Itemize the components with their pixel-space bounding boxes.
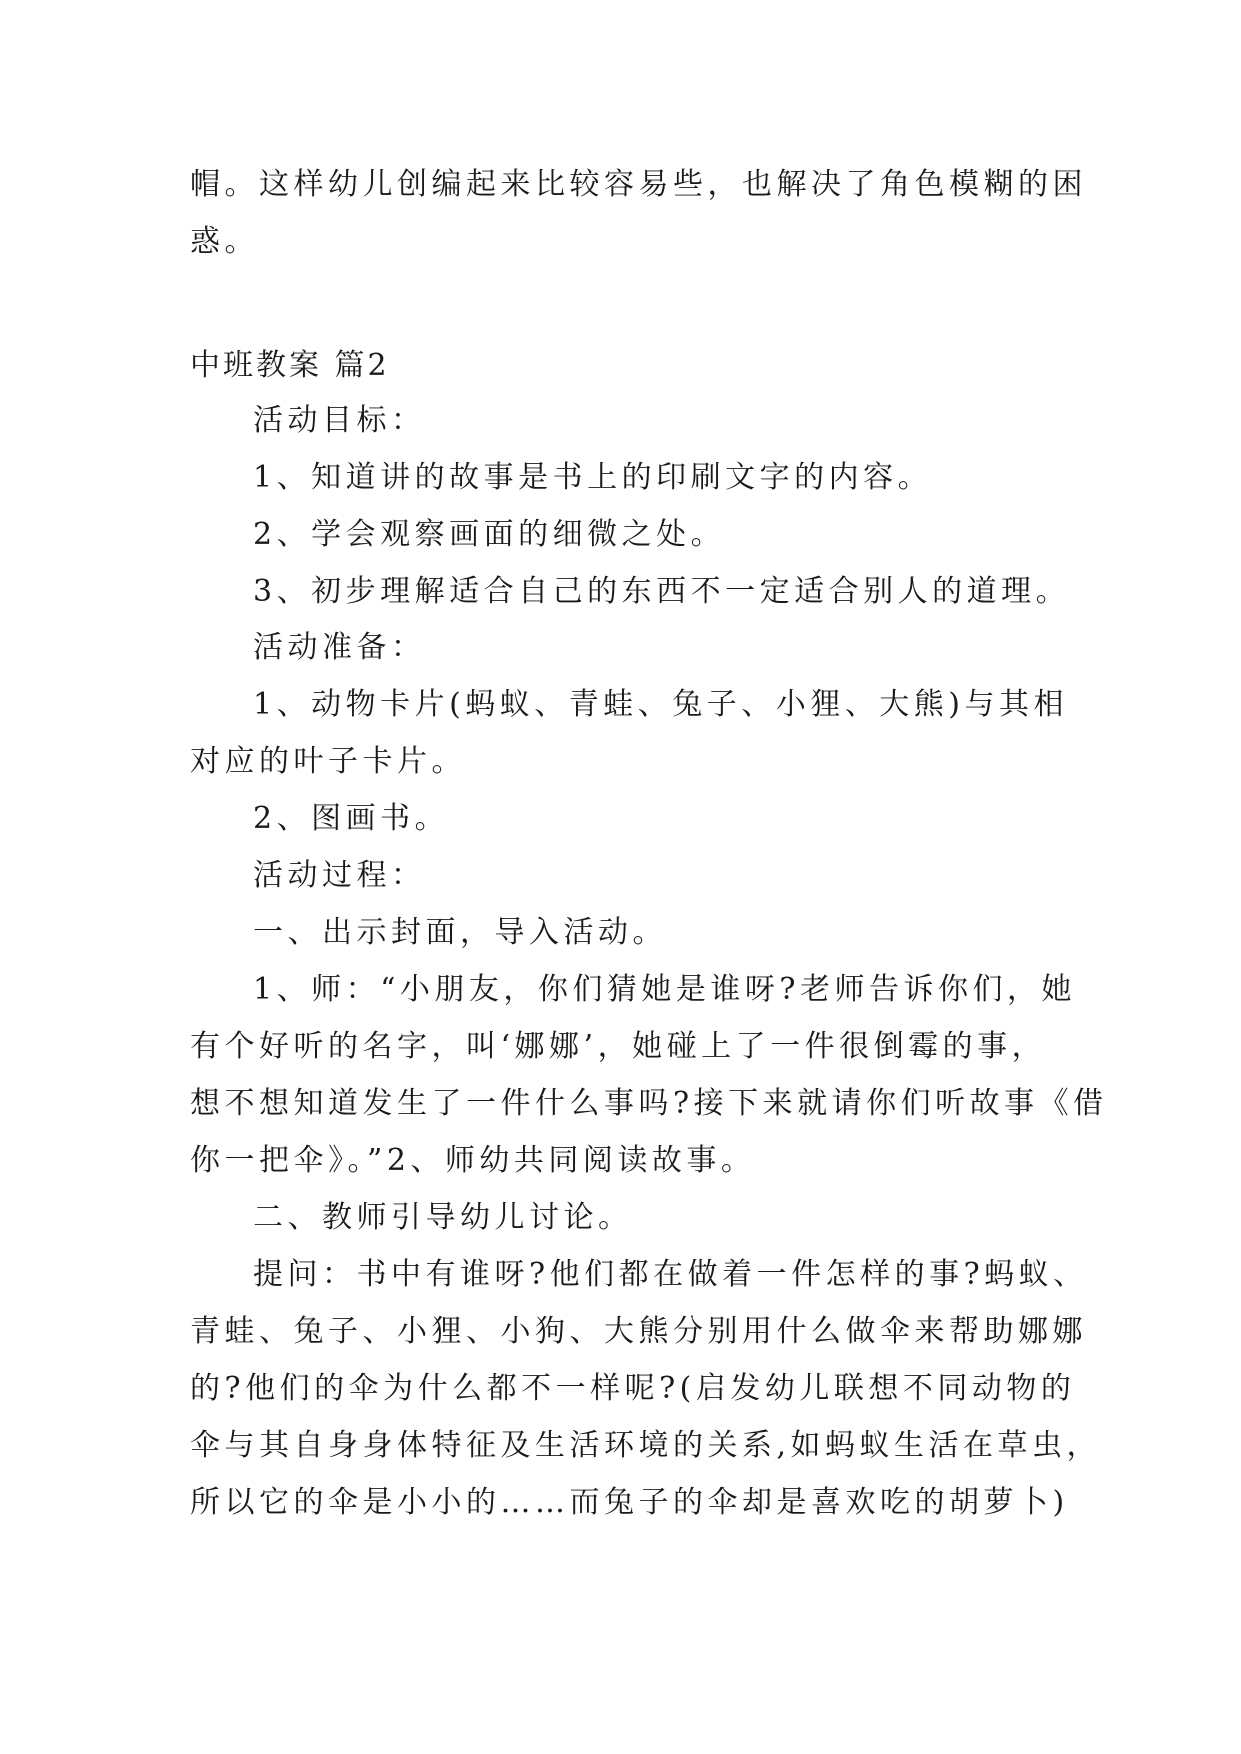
text-line: 你一把伞》。”2、师幼共同阅读故事。 [190,1143,756,1178]
text-line: 想不想知道发生了一件什么事吗?接下来就请你们听故事《借 [190,1086,1108,1121]
text-line: 一、出示封面，导入活动。 [253,915,667,950]
text-line: 3、初步理解适合自己的东西不一定适合别人的道理。 [253,574,1071,609]
text-line: 的?他们的伞为什么都不一样呢?(启发幼儿联想不同动物的 [190,1371,1076,1406]
section-heading: 中班教案 篇2 [190,348,390,383]
text-line: 对应的叶子卡片。 [190,744,466,779]
text-line: 2、图画书。 [253,801,450,836]
text-line: 惑。 [190,224,259,259]
text-line: 有个好听的名字，叫‘娜娜’，她碰上了一件很倒霉的事， [190,1029,1047,1064]
text-line: 帽。这样幼儿创编起来比较容易些，也解决了角色模糊的困 [190,167,1087,202]
text-line: 青蛙、兔子、小狸、小狗、大熊分别用什么做伞来帮助娜娜 [190,1314,1087,1349]
text-line: 2、学会观察画面的细微之处。 [253,517,726,552]
text-line: 1、动物卡片(蚂蚁、青蛙、兔子、小狸、大熊)与其相 [253,687,1068,722]
text-line: 活动过程： [253,858,426,893]
text-line: 二、教师引导幼儿讨论。 [253,1200,633,1235]
text-line: 1、知道讲的故事是书上的印刷文字的内容。 [253,460,933,495]
text-line: 活动准备： [253,630,426,665]
text-line: 活动目标： [253,403,426,438]
text-line: 所以它的伞是小小的……而兔子的伞却是喜欢吃的胡萝卜) [190,1485,1069,1520]
text-line: 1、师：“小朋友，你们猜她是谁呀?老师告诉你们，她 [253,972,1077,1007]
text-line: 提问：书中有谁呀?他们都在做着一件怎样的事?蚂蚁、 [253,1257,1088,1292]
text-line: 伞与其自身身体特征及生活环境的关系,如蚂蚁生活在草虫， [190,1428,1102,1463]
